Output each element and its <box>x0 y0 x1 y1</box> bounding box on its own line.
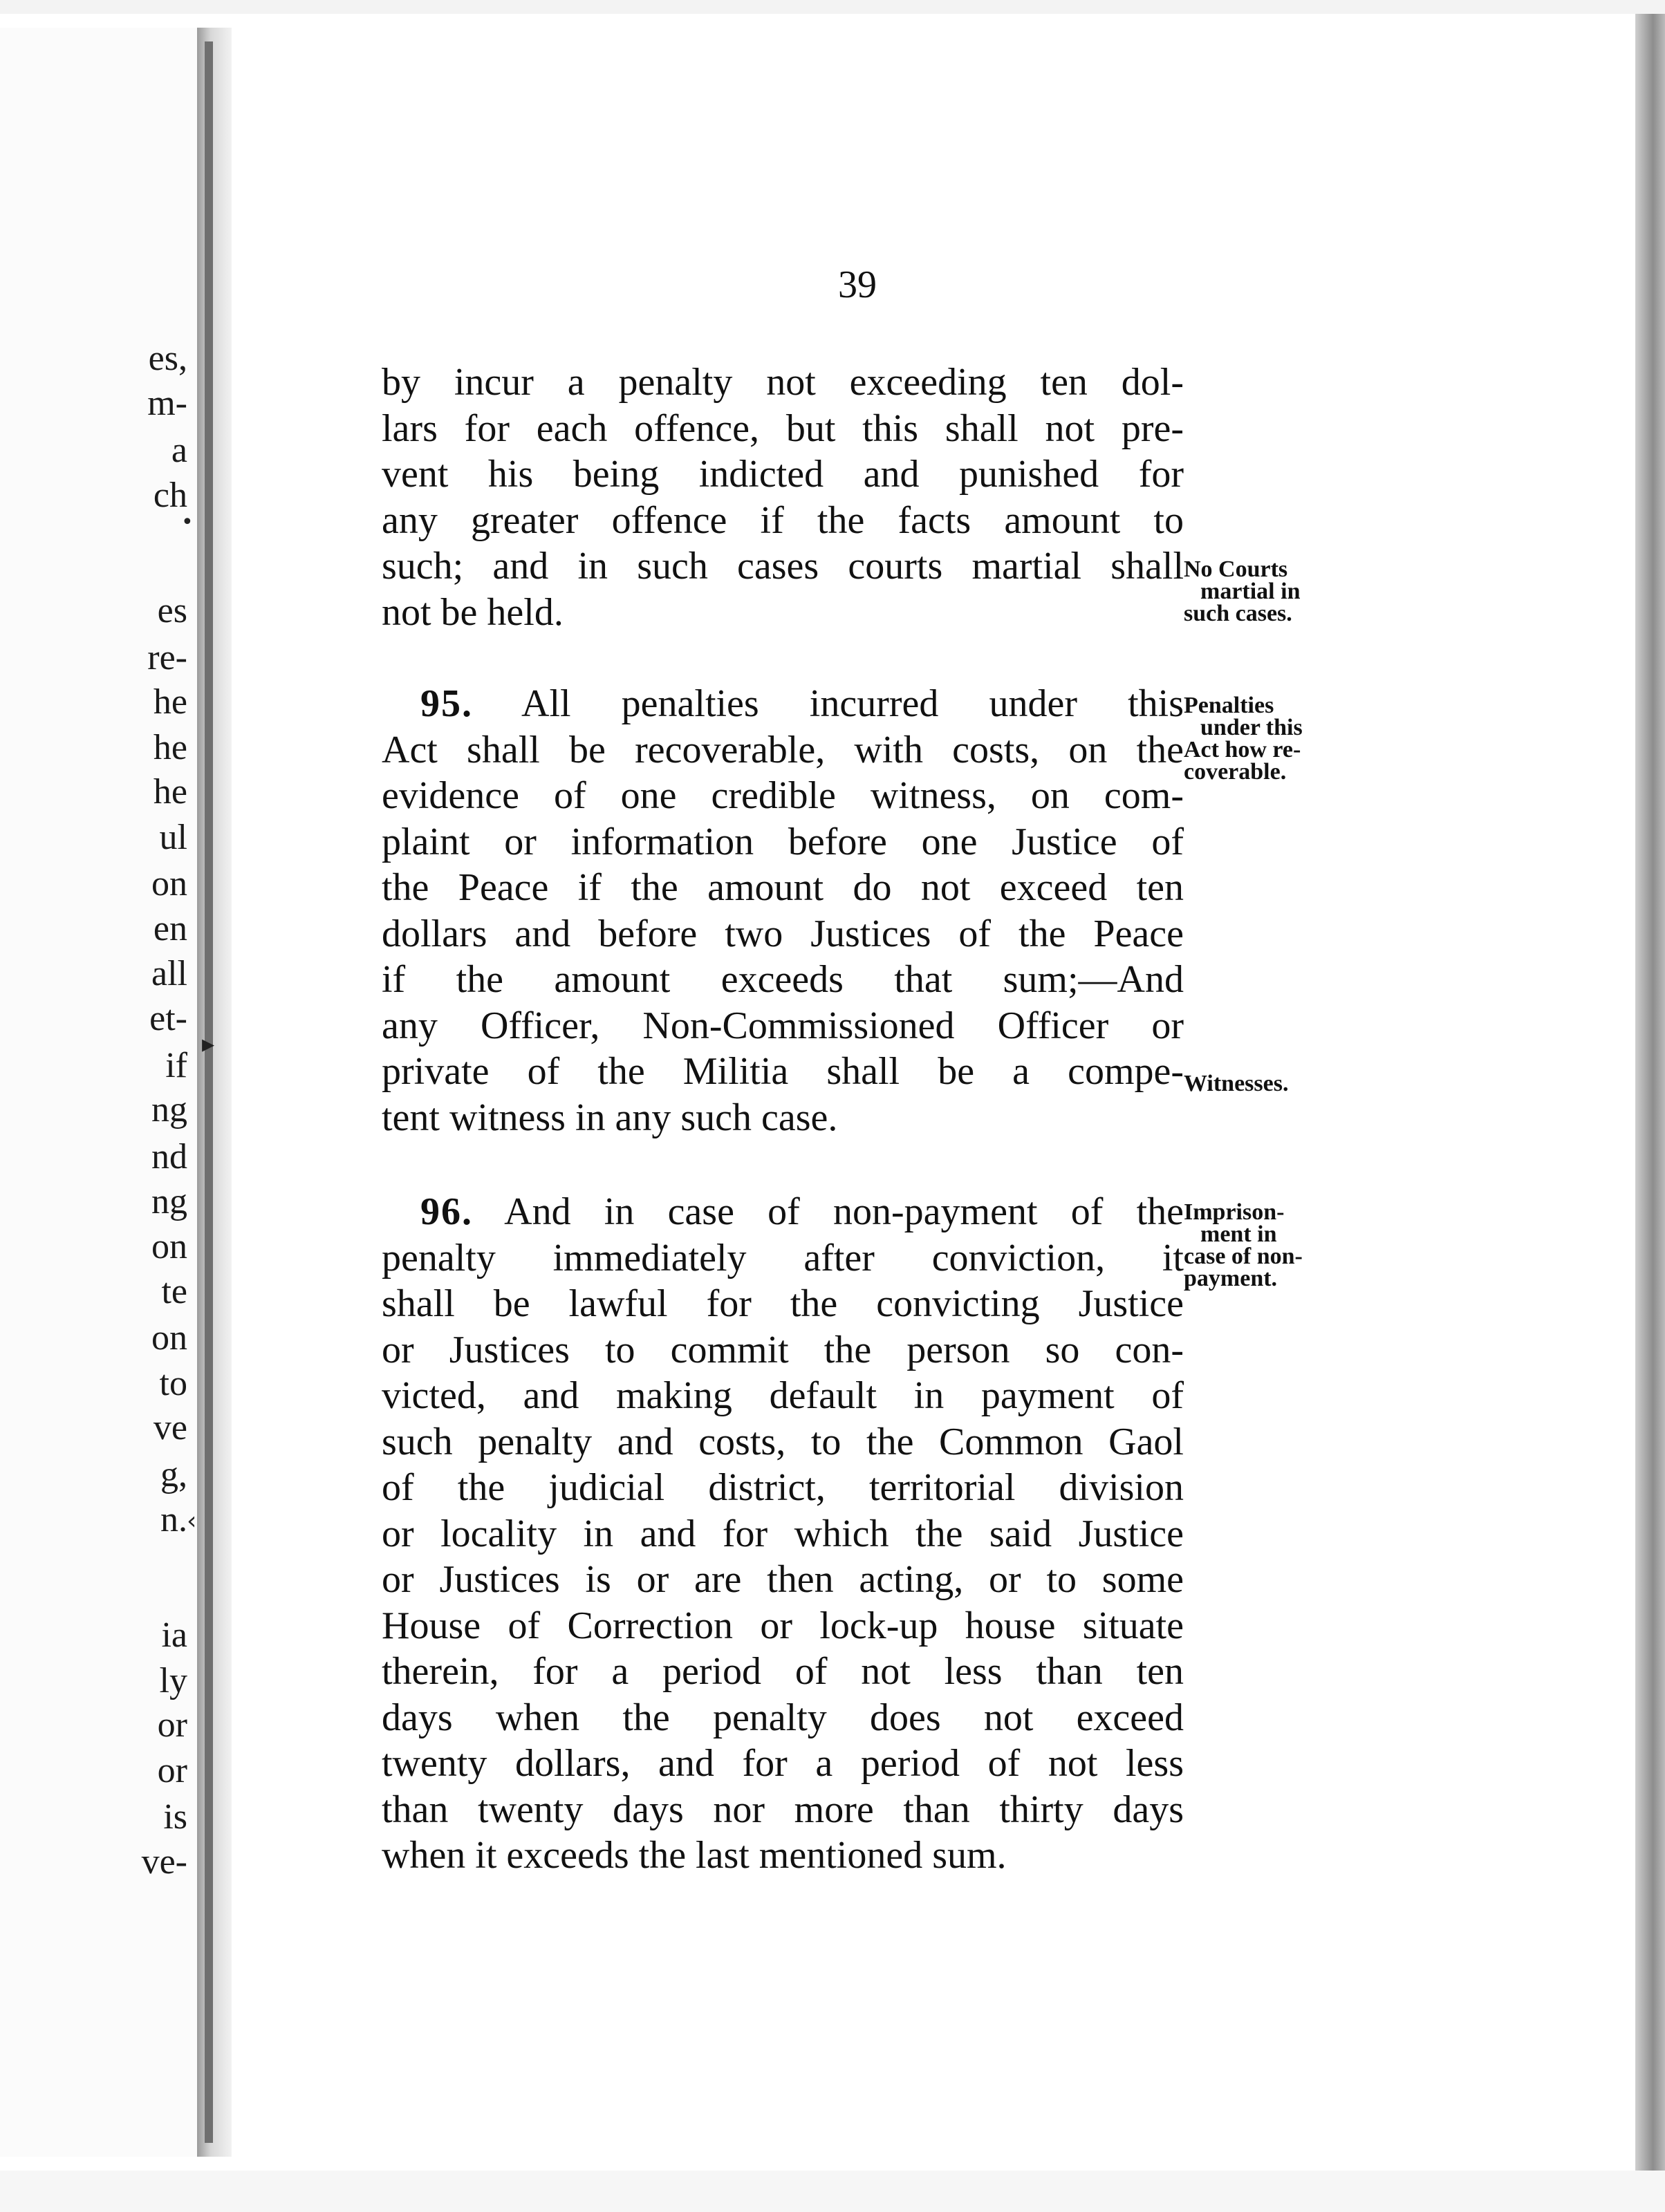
left-page-text-fragment: on <box>151 1318 187 1358</box>
text-line: plaint or information before one Justice of <box>382 820 1184 863</box>
left-page-text-fragment: ly <box>159 1661 187 1700</box>
continuation-paragraph <box>382 359 1184 635</box>
scan-bottom-edge <box>0 2171 1665 2212</box>
left-page-text-fragment: if <box>165 1046 187 1085</box>
margin-note-penalties <box>1184 695 1370 783</box>
left-page-text-fragment: n. <box>160 1500 187 1539</box>
margin-note-line: coverable. <box>1184 759 1287 785</box>
text-line: tent witness in any such case. <box>382 1096 838 1139</box>
scan-speck: ‹ <box>187 1507 197 1535</box>
left-page-text-fragment: a <box>171 431 187 470</box>
text-line: or Justices is or are then acting, or to some <box>382 1558 1184 1601</box>
text-line: when it exceeds the last mentioned sum. <box>382 1834 1007 1877</box>
book-gutter <box>197 28 232 2157</box>
page-edge-shadow <box>1635 14 1665 2171</box>
left-page-fragment <box>0 28 199 2157</box>
text-line: lars for each offence, but this shall not pre- <box>382 406 1184 450</box>
left-page-text-fragment: re- <box>147 638 187 677</box>
margin-note-line: No Courts <box>1184 556 1288 582</box>
margin-note-line: Act how re- <box>1184 737 1301 762</box>
left-page-text-fragment: ch <box>153 476 187 515</box>
margin-note-line: Imprison- <box>1184 1199 1285 1225</box>
left-page-text-fragment: or <box>157 1751 187 1790</box>
left-page-text-fragment: ia <box>161 1615 187 1655</box>
left-page-text-fragment: es <box>157 591 187 630</box>
left-page-text-fragment: nd <box>151 1137 187 1177</box>
section-95-first-line <box>382 681 1184 727</box>
margin-note-line: ment in <box>1200 1221 1277 1247</box>
text-line: shall be lawful for the convicting Justice <box>382 1282 1184 1325</box>
margin-note-line: payment. <box>1184 1266 1278 1291</box>
scan-top-edge <box>0 0 1665 14</box>
section-95 <box>382 681 1184 1141</box>
text-line: or Justices to commit the person so con- <box>382 1328 1184 1371</box>
page-number: 39 <box>838 263 877 306</box>
text-line: such; and in such cases courts martial shall <box>382 545 1184 588</box>
margin-note-line: under this <box>1200 715 1303 740</box>
left-page-text-fragment: or <box>157 1705 187 1745</box>
text-line: if the amount exceeds that sum;—And <box>382 958 1184 1001</box>
left-page-text-fragment: is <box>163 1797 187 1837</box>
section-96-first-line <box>382 1189 1184 1235</box>
text-span: And in case of non-payment of the <box>504 1190 1184 1233</box>
text-line: not be held. <box>382 590 564 634</box>
text-line: penalty immediately after conviction, it <box>382 1236 1184 1280</box>
margin-note-no-courts-martial <box>1184 556 1370 626</box>
left-page-text-fragment: all <box>151 954 187 993</box>
scan-speck: • <box>181 510 194 534</box>
left-page-text-fragment: ve <box>153 1408 187 1447</box>
margin-note-line: Witnesses. <box>1184 1071 1289 1096</box>
text-line: private of the Militia shall be a compe- <box>382 1050 1184 1093</box>
margin-note-line: such cases. <box>1184 601 1292 626</box>
left-page-text-fragment: on <box>151 1227 187 1266</box>
text-line: Act shall be recoverable, with costs, on the <box>382 728 1184 771</box>
text-span: All penalties incurred under this <box>521 682 1184 725</box>
left-page-text-fragment: ul <box>159 818 187 857</box>
text-line: vent his being indicted and punished for <box>382 453 1184 496</box>
text-line: by incur a penalty not exceeding ten dol- <box>382 361 1184 404</box>
text-line: victed, and making default in payment of <box>382 1374 1184 1417</box>
left-page-text-fragment: ng <box>151 1182 187 1221</box>
text-line: or locality in and for which the said Justice <box>382 1512 1184 1555</box>
left-page-text-fragment: he <box>153 728 187 767</box>
text-line: any greater offence if the facts amount to <box>382 498 1184 542</box>
text-line: of the judicial district, territorial division <box>382 1466 1184 1509</box>
text-line: days when the penalty does not exceed <box>382 1696 1184 1739</box>
section-96 <box>382 1189 1184 1879</box>
section-number: 96. <box>420 1190 473 1233</box>
section-number: 95. <box>420 682 473 725</box>
left-page-text-fragment: he <box>153 682 187 722</box>
text-line: such penalty and costs, to the Common Gaol <box>382 1420 1184 1463</box>
left-page-text-fragment: et- <box>149 999 187 1038</box>
left-page-text-fragment: ng <box>151 1090 187 1130</box>
text-line: dollars and before two Justices of the Peace <box>382 912 1184 955</box>
text-line: the Peace if the amount do not exceed ten <box>382 866 1184 909</box>
scan-speck: ▸ <box>202 1030 215 1058</box>
spine-shadow <box>205 41 213 2143</box>
text-line: any Officer, Non-Commissioned Officer or <box>382 1004 1184 1047</box>
left-page-text-fragment: ve- <box>141 1842 187 1882</box>
text-line: therein, for a period of not less than ten <box>382 1650 1184 1693</box>
text-line: evidence of one credible witness, on com- <box>382 774 1184 817</box>
text-line: than twenty days nor more than thirty days <box>382 1788 1184 1831</box>
left-page-text-fragment: g, <box>160 1455 187 1494</box>
left-page-text-fragment: to <box>159 1364 187 1403</box>
text-line: twenty dollars, and for a period of not less <box>382 1742 1184 1785</box>
left-page-text-fragment: en <box>153 909 187 948</box>
margin-note-line: Penalties <box>1184 693 1274 718</box>
margin-note-witnesses <box>1184 1073 1370 1095</box>
text-line: House of Correction or lock-up house situate <box>382 1604 1184 1647</box>
left-page-text-fragment: on <box>151 864 187 903</box>
left-page-text-fragment: te <box>161 1272 187 1311</box>
left-page-text-fragment: m- <box>147 384 187 423</box>
margin-note-line: martial in <box>1200 579 1301 604</box>
left-page-text-fragment: es, <box>148 339 187 378</box>
margin-note-line: case of non- <box>1184 1244 1303 1269</box>
left-page-text-fragment: he <box>153 772 187 812</box>
margin-note-imprisonment <box>1184 1201 1370 1290</box>
